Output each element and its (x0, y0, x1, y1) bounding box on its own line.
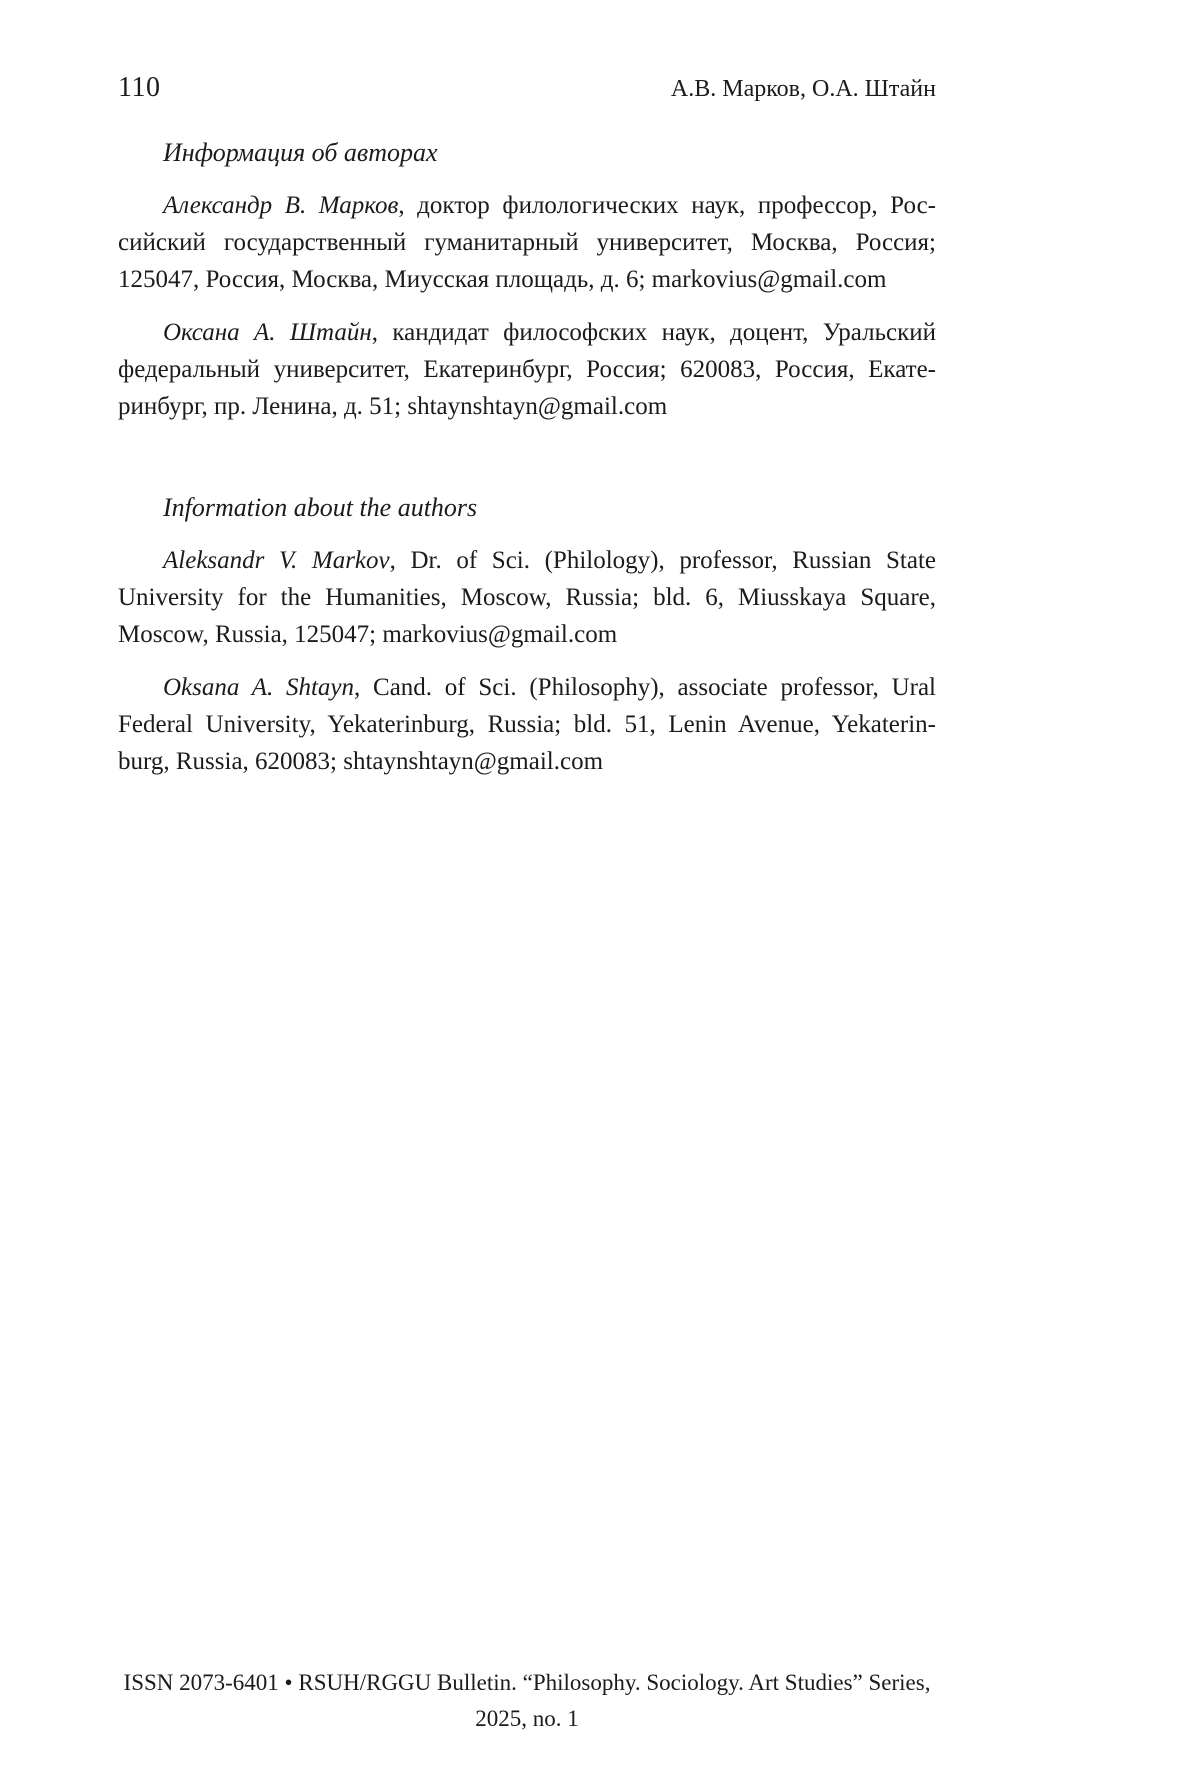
author-paragraph-shtayn-en (118, 669, 936, 780)
author-paragraph-markov-en (118, 542, 936, 653)
running-head: А.В. Марков, О.А. Штайн (670, 76, 936, 102)
footer-issue-line: 2025, no. 1 (475, 1706, 579, 1731)
paragraph-line: burg, Russia, 620083; shtaynshtayn@gmail.com (118, 748, 604, 775)
paragraph-line: 125047, Россия, Москва, Миусская площадь, д. 6; markovius@gmail.com (118, 266, 887, 293)
section-heading-authors-ru: Информация об авторах (163, 138, 438, 167)
author-paragraph-shtayn-ru (118, 314, 936, 425)
author-name-markov-ru: Александр В. Марков (163, 192, 399, 219)
footer-issn-line: ISSN 2073-6401 • RSUH/RGGU Bulletin. “Philosophy. Sociology. Art Studies” Series, (123, 1670, 931, 1695)
paragraph-line (118, 542, 936, 579)
paragraph-line (118, 669, 936, 706)
paragraph-line (118, 187, 936, 224)
paragraph-text: , кандидат философских наук, доцент, Уральский (371, 319, 936, 346)
page-number: 110 (118, 72, 161, 103)
author-name-shtayn-en: Oksana A. Shtayn (163, 674, 355, 701)
section-heading-authors-en: Information about the authors (163, 493, 478, 522)
paragraph-text: , доктор филологических наук, профессор, Рос- (398, 192, 936, 219)
author-name-markov-en: Aleksandr V. Markov (163, 547, 390, 574)
page-content (118, 0, 936, 780)
paragraph-line: федеральный университет, Екатеринбург, Россия; 620083, Россия, Екате- (118, 356, 936, 383)
paragraph-line: ринбург, пр. Ленина, д. 51; shtaynshtayn@gmail.com (118, 393, 668, 420)
author-name-shtayn-ru: Оксана А. Штайн (163, 319, 372, 346)
paragraph-line: University for the Humanities, Moscow, Russia; bld. 6, Miusskaya Square, (118, 584, 936, 611)
page-header (118, 72, 936, 104)
author-paragraph-markov-ru (118, 187, 936, 298)
paragraph-line: Federal University, Yekaterinburg, Russia; bld. 51, Lenin Avenue, Yekaterin- (118, 711, 936, 738)
paragraph-text: , Dr. of Sci. (Philology), professor, Russian State (389, 547, 936, 574)
journal-footer (118, 1665, 936, 1737)
paragraph-text: , Cand. of Sci. (Philosophy), associate professor, Ural (354, 674, 936, 701)
paragraph-line: Moscow, Russia, 125047; markovius@gmail.com (118, 621, 618, 648)
paragraph-line (118, 314, 936, 351)
paragraph-line: сийский государственный гуманитарный университет, Москва, Россия; (118, 229, 936, 256)
